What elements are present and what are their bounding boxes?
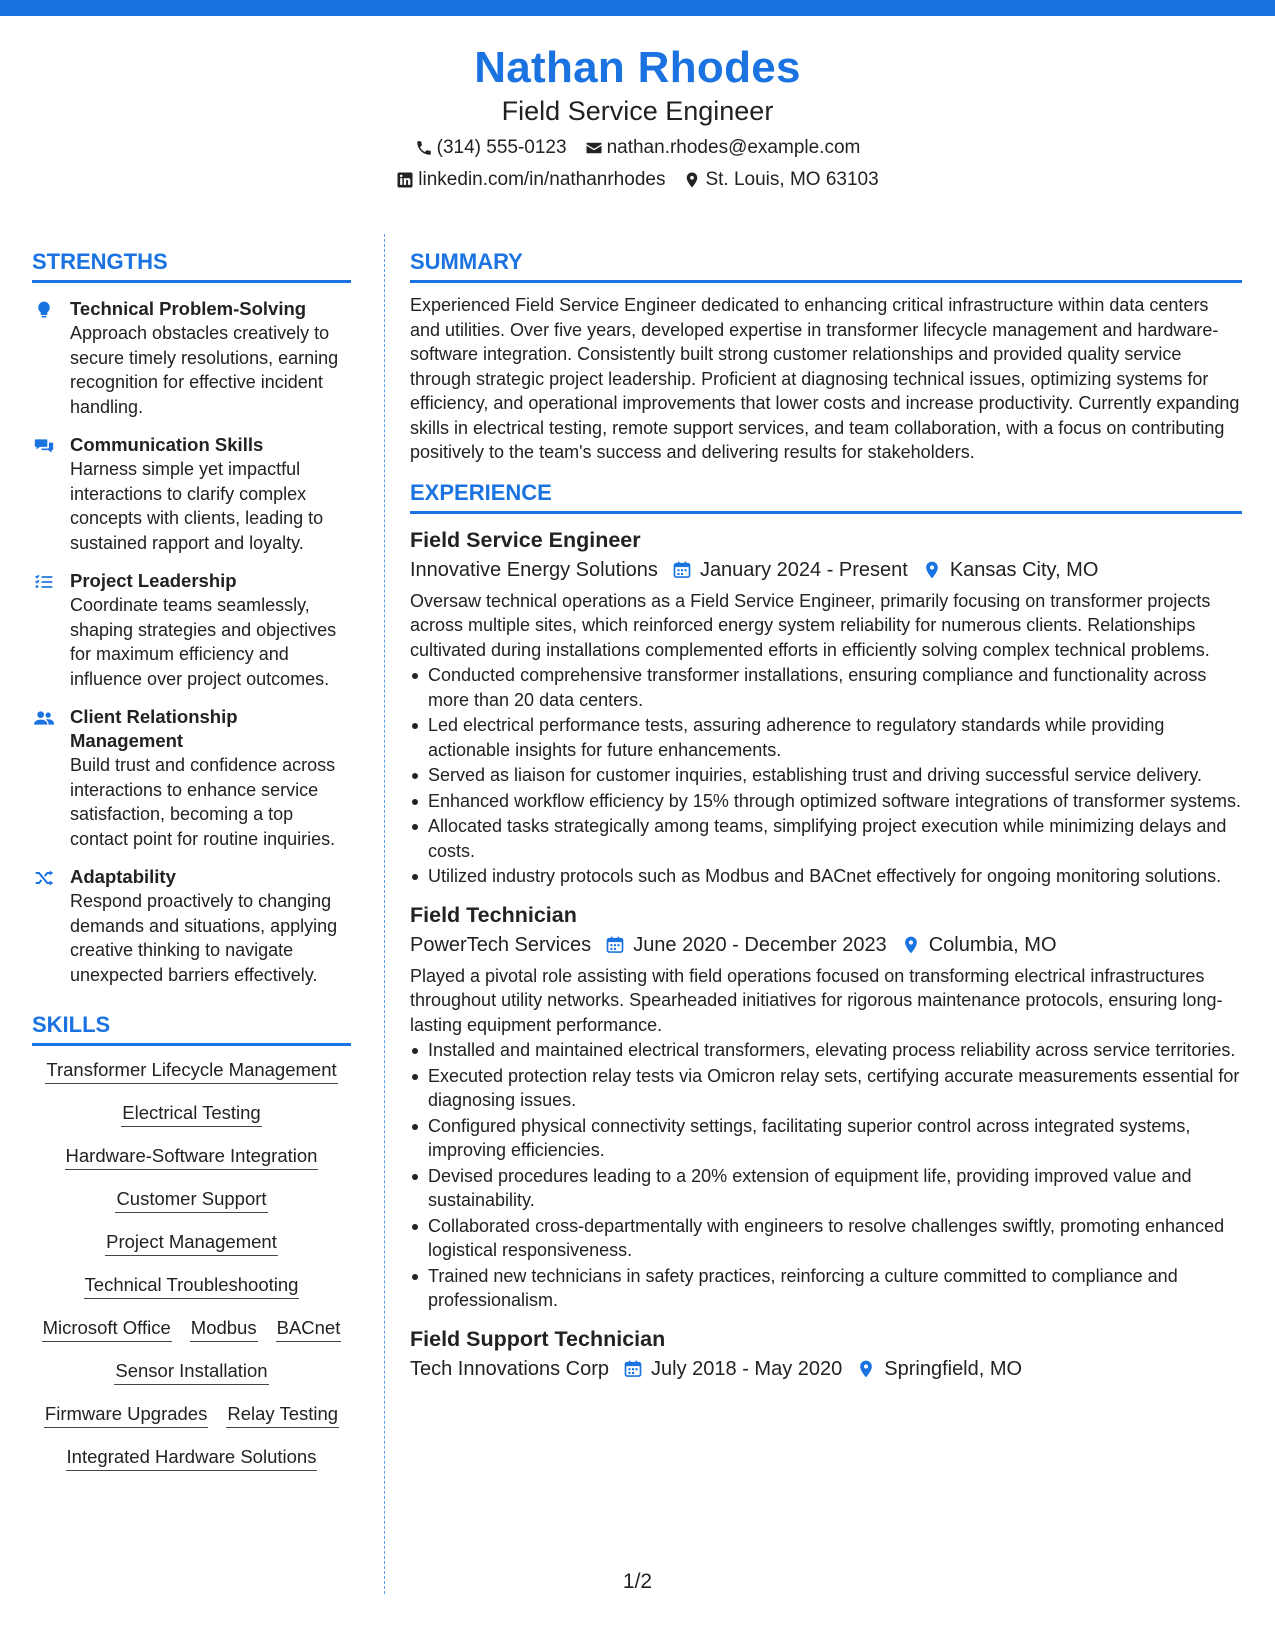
phone-icon	[415, 139, 433, 157]
strength-title: Adaptability	[70, 866, 176, 887]
job-entry	[410, 526, 1242, 889]
skill-row	[32, 1402, 351, 1428]
location-text: St. Louis, MO 63103	[705, 169, 879, 190]
strength-item	[32, 433, 351, 555]
company	[410, 555, 658, 585]
job-entry	[410, 1325, 1242, 1384]
job-bullets	[410, 663, 1242, 889]
job-title: Field Support Technician	[410, 1326, 666, 1351]
bullet-item: Collaborated cross-departmentally with engineers to resolve challenges swiftly, promoting enhanced logistical responsiveness.	[410, 1214, 1242, 1263]
strength-item	[32, 297, 351, 419]
job-meta	[410, 930, 1242, 960]
linkedin-icon	[396, 171, 414, 189]
calendar-icon	[605, 935, 625, 955]
linkedin-contact[interactable]	[396, 168, 665, 192]
strength-item	[32, 569, 351, 691]
strength-desc: Respond proactively to changing demands and situations, applying creative thinking to navigate unexpected barriers effectively.	[70, 891, 338, 985]
skill-tag: Integrated Hardware Solutions	[66, 1445, 318, 1471]
bullet-item: Led electrical performance tests, assuring adherence to regulatory standards while providing actionable insights for future enhancements.	[410, 713, 1242, 762]
skill-row	[32, 1359, 351, 1385]
skill-tag: Transformer Lifecycle Management	[45, 1058, 337, 1084]
envelope-icon	[585, 139, 603, 157]
strength-item	[32, 705, 351, 851]
job-dates	[672, 555, 908, 585]
bullet-item: Allocated tasks strategically among teams, simplifying project execution while minimizing delays and costs.	[410, 814, 1242, 863]
task-list-icon	[32, 569, 70, 691]
strength-title: Technical Problem-Solving	[70, 298, 307, 319]
linkedin-text: linkedin.com/in/nathanrhodes	[418, 169, 666, 190]
shuffle-icon	[32, 865, 70, 987]
company	[410, 1354, 609, 1384]
location-text: Columbia, MO	[928, 933, 1057, 956]
skill-tag: Electrical Testing	[121, 1101, 261, 1127]
job-meta	[410, 1354, 1242, 1384]
map-pin-icon	[683, 171, 701, 189]
map-pin-icon	[856, 1359, 876, 1379]
skill-row	[32, 1144, 351, 1170]
job-location	[922, 555, 1099, 585]
experience-heading: EXPERIENCE	[410, 479, 1242, 514]
map-pin-icon	[901, 935, 921, 955]
skill-row	[32, 1058, 351, 1084]
contact-row-2	[0, 168, 1275, 192]
contact-row-1	[0, 136, 1275, 160]
map-pin-icon	[922, 560, 942, 580]
job-dates	[605, 930, 887, 960]
strength-title: Communication Skills	[70, 434, 264, 455]
candidate-name: Nathan Rhodes	[474, 43, 801, 92]
skill-row	[32, 1445, 351, 1471]
job-title: Field Technician	[410, 902, 577, 927]
job-dates	[623, 1354, 842, 1384]
calendar-icon	[672, 560, 692, 580]
skill-row	[32, 1316, 351, 1342]
top-accent-bar	[0, 0, 1275, 16]
job-meta	[410, 555, 1242, 585]
dates-text: July 2018 - May 2020	[651, 1357, 843, 1380]
bullet-item: Configured physical connectivity settings, facilitating superior control across integrated systems, improving efficiencies.	[410, 1114, 1242, 1163]
company	[410, 930, 591, 960]
skill-tag: BACnet	[276, 1316, 342, 1342]
strength-desc: Harness simple yet impactful interactions to clarify complex concepts with clients, leading to sustained rapport and loyalty.	[70, 459, 324, 553]
bullet-item: Installed and maintained electrical transformers, elevating process reliability across service territories.	[410, 1038, 1242, 1063]
bullet-item: Served as liaison for customer inquiries, establishing trust and driving successful service delivery.	[410, 763, 1242, 788]
strength-desc: Coordinate teams seamlessly, shaping strategies and objectives for maximum efficiency and influence over project outcomes.	[70, 595, 337, 689]
email-contact[interactable]	[585, 136, 861, 160]
skills-list	[32, 1058, 351, 1471]
job-location	[901, 930, 1057, 960]
strengths-heading: STRENGTHS	[32, 248, 351, 283]
calendar-icon	[623, 1359, 643, 1379]
skill-tag: Modbus	[190, 1316, 258, 1342]
summary-text: Experienced Field Service Engineer dedicated to enhancing critical infrastructure within data centers and utilities. Over five years, developed expertise in transformer lifecycle management and hardware-software integration. Consistently built strong customer relationships and provided quality service through strategic project leadership. Proficient at diagnosing technical issues, optimizing systems for efficiency, and operational improvements that lower costs and increase productivity. Currently expanding skills in electrical testing, remote support services, and team collaboration, with a focus on contributing positively to the team's success and delivering results for stakeholders.	[410, 295, 1240, 462]
skill-tag: Firmware Upgrades	[44, 1402, 208, 1428]
phone-contact[interactable]	[415, 136, 567, 160]
job-entry	[410, 901, 1242, 1313]
skill-row	[32, 1101, 351, 1127]
company-name: Tech Innovations Corp	[410, 1357, 610, 1380]
bullet-item: Trained new technicians in safety practices, reinforcing a culture committed to compliance and professionalism.	[410, 1264, 1242, 1313]
location-text: Kansas City, MO	[949, 558, 1099, 581]
bullet-item: Utilized industry protocols such as Modbus and BACnet effectively for ongoing monitoring solutions.	[410, 864, 1242, 889]
skill-tag: Sensor Installation	[114, 1359, 268, 1385]
resume-header	[0, 42, 1275, 192]
right-column	[410, 248, 1242, 1384]
strength-desc: Build trust and confidence across interactions to enhance service satisfaction, becoming a top contact point for routine inquiries.	[70, 755, 336, 849]
dates-text: June 2020 - December 2023	[633, 933, 887, 956]
job-title: Field Service Engineer	[410, 527, 641, 552]
job-bullets	[410, 1038, 1242, 1313]
skill-row	[32, 1273, 351, 1299]
user-group-icon	[32, 705, 70, 851]
strength-title: Project Leadership	[70, 570, 237, 591]
bullet-item: Conducted comprehensive transformer installations, ensuring compliance and functionality across more than 20 data centers.	[410, 663, 1242, 712]
dates-text: January 2024 - Present	[699, 558, 908, 581]
skill-tag: Technical Troubleshooting	[84, 1273, 300, 1299]
skill-tag: Microsoft Office	[42, 1316, 172, 1342]
skill-tag: Project Management	[105, 1230, 278, 1256]
email-text: nathan.rhodes@example.com	[606, 137, 861, 158]
company-name: PowerTech Services	[410, 933, 592, 956]
location-text: Springfield, MO	[884, 1357, 1023, 1380]
page-number: 1/2	[622, 1570, 653, 1593]
skill-tag: Relay Testing	[226, 1402, 339, 1428]
skill-tag: Hardware-Software Integration	[65, 1144, 319, 1170]
skill-tag: Customer Support	[115, 1187, 267, 1213]
skill-row	[32, 1230, 351, 1256]
lightbulb-icon	[32, 297, 70, 419]
chat-bubbles-icon	[32, 433, 70, 555]
skills-heading: SKILLS	[32, 1011, 351, 1046]
skill-row	[32, 1187, 351, 1213]
location-contact	[683, 168, 878, 192]
bullet-item: Enhanced workflow efficiency by 15% through optimized software integrations of transformer systems.	[410, 789, 1242, 814]
job-description: Played a pivotal role assisting with field operations focused on transforming electrical infrastructures throughout utility networks. Spearheaded initiatives for rigorous maintenance protocols, ensuring long-lasting equipment performance.	[410, 965, 1223, 1035]
company-name: Innovative Energy Solutions	[410, 558, 658, 581]
phone-text: (314) 555-0123	[436, 137, 567, 158]
strength-item	[32, 865, 351, 987]
job-location	[856, 1354, 1022, 1384]
column-divider	[384, 234, 385, 1594]
strength-desc: Approach obstacles creatively to secure timely resolutions, earning recognition for effective incident handling.	[70, 323, 339, 417]
summary-heading: SUMMARY	[410, 248, 1242, 283]
left-column	[32, 248, 351, 1488]
job-description: Oversaw technical operations as a Field Service Engineer, primarily focusing on transformer projects across multiple sites, which reinforced energy system reliability for numerous clients. Relationships cultivated during installations complemented efforts in efficiently solving complex technical problems.	[410, 590, 1211, 660]
strength-title: Client Relationship Management	[70, 706, 238, 751]
bullet-item: Executed protection relay tests via Omicron relay sets, certifying accurate measurements essential for diagnosing issues.	[410, 1064, 1242, 1113]
candidate-title: Field Service Engineer	[501, 96, 774, 126]
bullet-item: Devised procedures leading to a 20% extension of equipment life, providing improved value and sustainability.	[410, 1164, 1242, 1213]
